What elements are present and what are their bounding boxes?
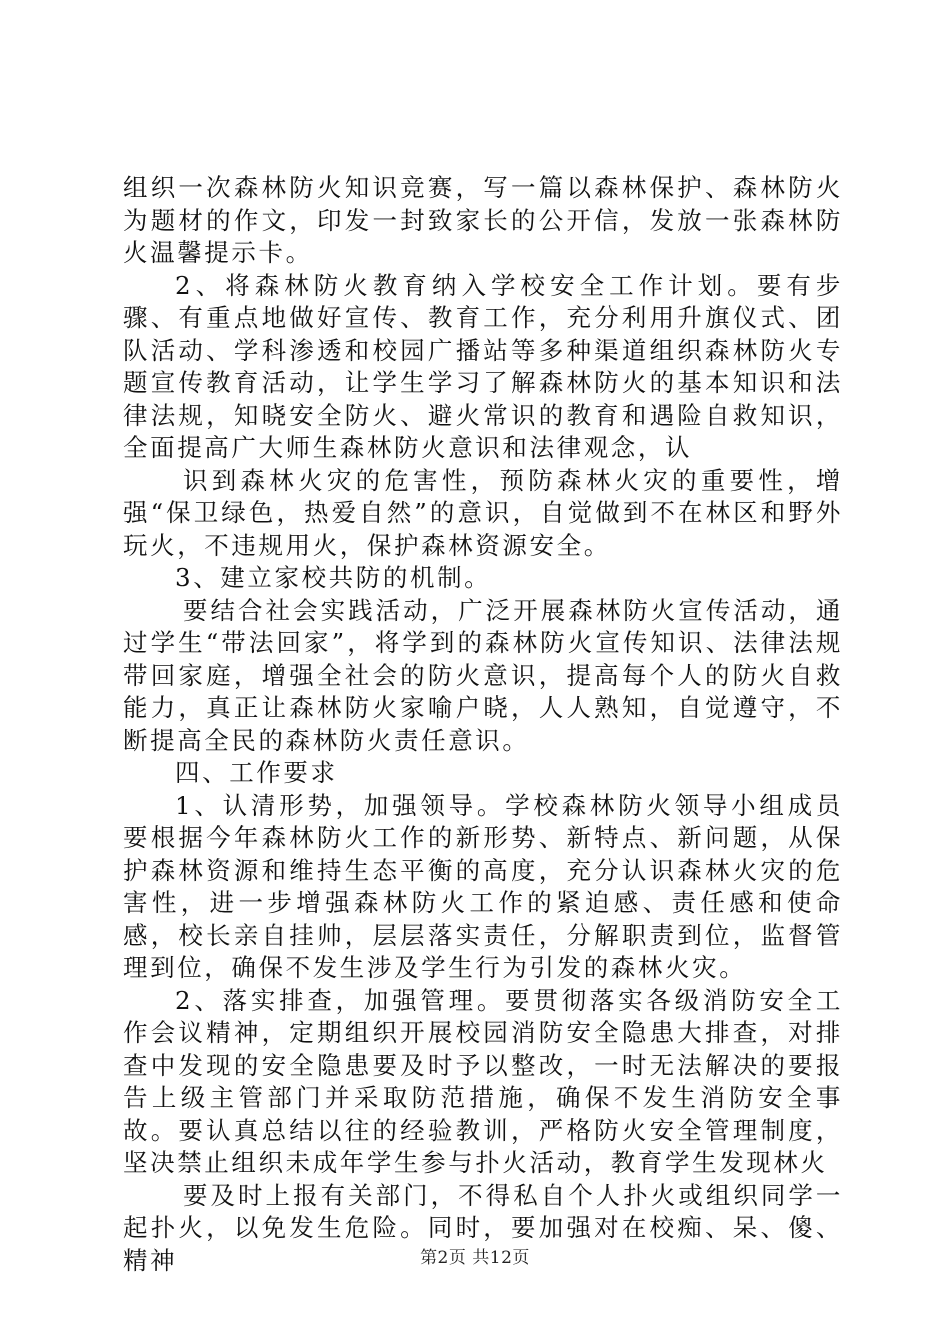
paragraph-1: 组织一次森林防火知识竞赛，写一篇以森林保护、森林防火为题材的作文，印发一封致家长的公开信，发放一张森林防火温馨提示卡。: [123, 173, 843, 267]
section-heading: 四、工作要求: [175, 758, 338, 787]
paragraph-8: 要及时上报有关部门，不得私自个人扑火或组织同学一起扑火，以免发生危险。同时，要加强对在校痴、呆、傻、精神: [123, 1180, 843, 1275]
page-number-footer: 第2页 共12页: [420, 1248, 530, 1268]
paragraph-3: 识到森林火灾的危害性，预防森林火灾的重要性，增强“保卫绿色，热爱自然”的意识，自觉做到不在林区和野外玩火，不违规用火，保护森林资源安全。: [123, 465, 843, 560]
paragraph-7: 2、落实排查，加强管理。要贯彻落实各级消防安全工作会议精神，定期组织开展校园消防安全隐患大排查，对排查中发现的安全隐患要及时予以整改，一时无法解决的要报告上级主管部门并采取防范措施，确保不发生消防安全事故。要认真总结以往的经验教训，严格防火安全管理制度，坚决禁止组织未成年学生参与扑火活动，教育学生发现林火: [123, 985, 843, 1177]
paragraph-5: 要结合社会实践活动，广泛开展森林防火宣传活动，通过学生“带法回家”，将学到的森林防火宣传知识、法律法规带回家庭，增强全社会的防火意识，提高每个人的防火自救能力，真正让森林防火家喻户晓，人人熟知，自觉遵守，不断提高全民的森林防火责任意识。: [123, 595, 843, 755]
paragraph-4: 3、建立家校共防的机制。: [175, 563, 492, 592]
document-body: [123, 172, 843, 1277]
paragraph-2: 2、将森林防火教育纳入学校安全工作计划。要有步骤、有重点地做好宣传、教育工作，充分利用升旗仪式、团队活动、学科渗透和校园广播站等多种渠道组织森林防火专题宣传教育活动，让学生学习了解森林防火的基本知识和法律法规，知晓安全防火、避火常识的教育和遇险自救知识，全面提高广大师生森林防火意识和法律观念，认: [123, 270, 843, 462]
paragraph-6: 1、认清形势，加强领导。学校森林防火领导小组成员要根据今年森林防火工作的新形势、新特点、新问题，从保护森林资源和维持生态平衡的高度，充分认识森林火灾的危害性，进一步增强森林防火工作的紧迫感、责任感和使命感，校长亲自挂帅，层层落实责任，分解职责到位，监督管理到位，确保不发生涉及学生行为引发的森林火灾。: [123, 790, 843, 982]
